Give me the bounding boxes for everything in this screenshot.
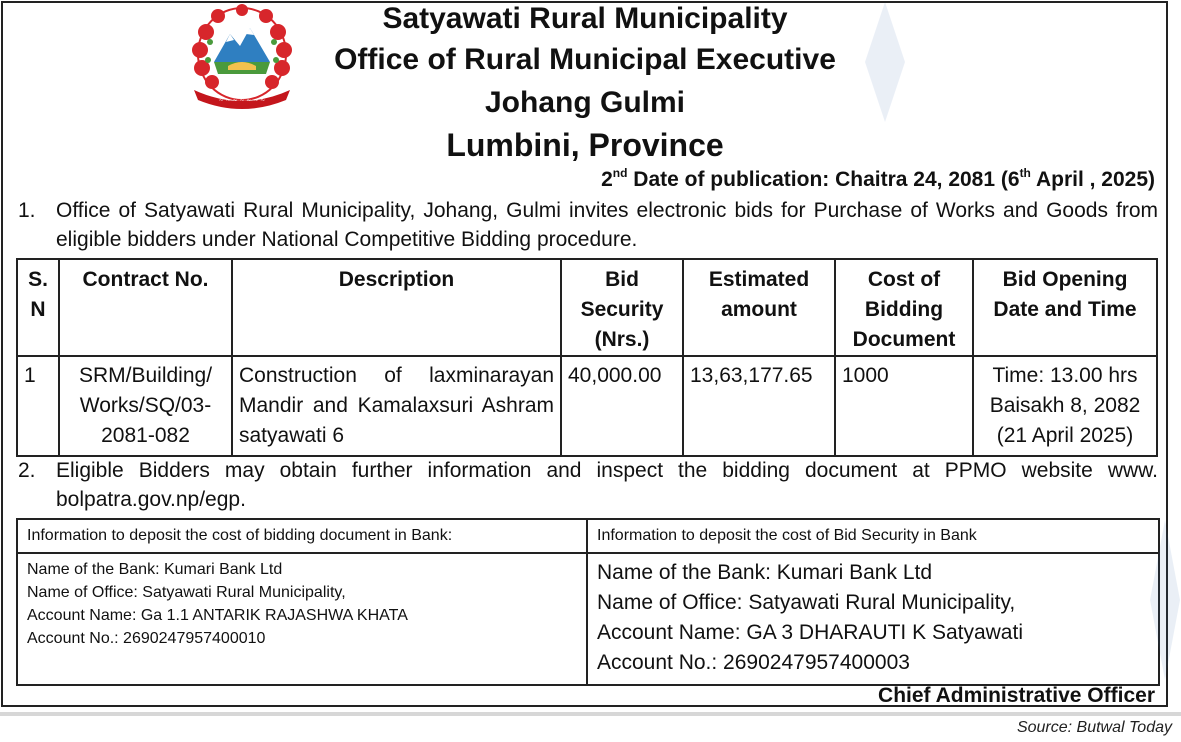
paragraph-1	[18, 196, 1158, 254]
account-name: Account Name: Ga 1.1 ANTARIK RAJASHWA KHATA	[27, 607, 408, 624]
office-name: Name of Office: Satyawati Rural Municipality,	[27, 584, 346, 601]
column-header: Bid Security (Nrs.)	[561, 259, 683, 356]
estimated-amount-cell: 13,63,177.65	[683, 356, 835, 456]
publication-date: 2nd Date of publication: Chaitra 24, 2081 (6th April , 2025)	[601, 166, 1155, 191]
bottom-rule	[0, 712, 1181, 716]
bank-info-table	[16, 518, 1160, 686]
account-number: Account No.: 2690247957400003	[597, 651, 910, 674]
column-header: Description	[232, 259, 561, 356]
opening-date-cell	[973, 356, 1157, 456]
column-header: S. N	[17, 259, 59, 356]
serial-number-cell: 1	[17, 356, 59, 456]
column-header: Bid Opening Date and Time	[973, 259, 1157, 356]
description-cell: Construction of laxminarayan Mandir and Kamalaxsuri Ashram satyawati 6	[232, 356, 561, 456]
paragraph-text: Eligible Bidders may obtain further information and inspect the bidding document at PPMO website www. bolpatra.gov.np/egp.	[56, 459, 1158, 511]
table-row	[17, 356, 1157, 456]
column-header: Contract No.	[59, 259, 232, 356]
place-name: Johang Gulmi	[484, 86, 685, 119]
column-header: Cost of Bidding Document	[835, 259, 973, 356]
svg-text:~ ~ ~ ~ ~ ~ ~: ~ ~ ~ ~ ~ ~ ~	[218, 97, 266, 104]
contract-number-cell: SRM/Building/ Works/SQ/03- 2081-082	[59, 356, 232, 456]
bank-details-security	[587, 553, 1159, 685]
column-header: Estimated amount	[683, 259, 835, 356]
bank-name: Name of the Bank: Kumari Bank Ltd	[27, 561, 283, 578]
opening-date-ad: (21 April 2025)	[996, 424, 1134, 447]
bid-table	[16, 258, 1158, 457]
office-name: Name of Office: Satyawati Rural Municipality,	[597, 591, 1016, 614]
bank-details-document	[17, 553, 587, 685]
paragraph-number: 1.	[18, 199, 36, 222]
province-name: Lumbini, Province	[446, 127, 724, 163]
bid-security-cell: 40,000.00	[561, 356, 683, 456]
paragraph-2	[18, 456, 1158, 514]
account-number: Account No.: 2690247957400010	[27, 630, 266, 647]
government-emblem-icon	[184, 2, 300, 112]
source-credit: Source: Butwal Today	[1016, 719, 1172, 736]
table-header-row	[17, 259, 1157, 356]
opening-date: Baisakh 8, 2082	[989, 394, 1141, 417]
bank-name: Name of the Bank: Kumari Bank Ltd	[597, 561, 933, 584]
document-cost-cell: 1000	[835, 356, 973, 456]
signatory-title: Chief Administrative Officer	[878, 684, 1155, 707]
bank-heading-security: Information to deposit the cost of Bid Security in Bank	[587, 519, 1159, 553]
paragraph-text: Office of Satyawati Rural Municipality, Johang, Gulmi invites electronic bids for Purchase of Works and Goods from eligible bidders under National Competitive Bidding procedure.	[56, 199, 1158, 251]
opening-time: Time: 13.00 hrs	[992, 364, 1138, 387]
account-name: Account Name: GA 3 DHARAUTI K Satyawati	[597, 621, 1023, 644]
bank-heading-document: Information to deposit the cost of bidding document in Bank:	[17, 519, 587, 553]
municipality-name: Satyawati Rural Municipality	[382, 2, 788, 35]
office-name: Office of Rural Municipal Executive	[334, 43, 836, 76]
paragraph-number: 2.	[18, 459, 36, 482]
